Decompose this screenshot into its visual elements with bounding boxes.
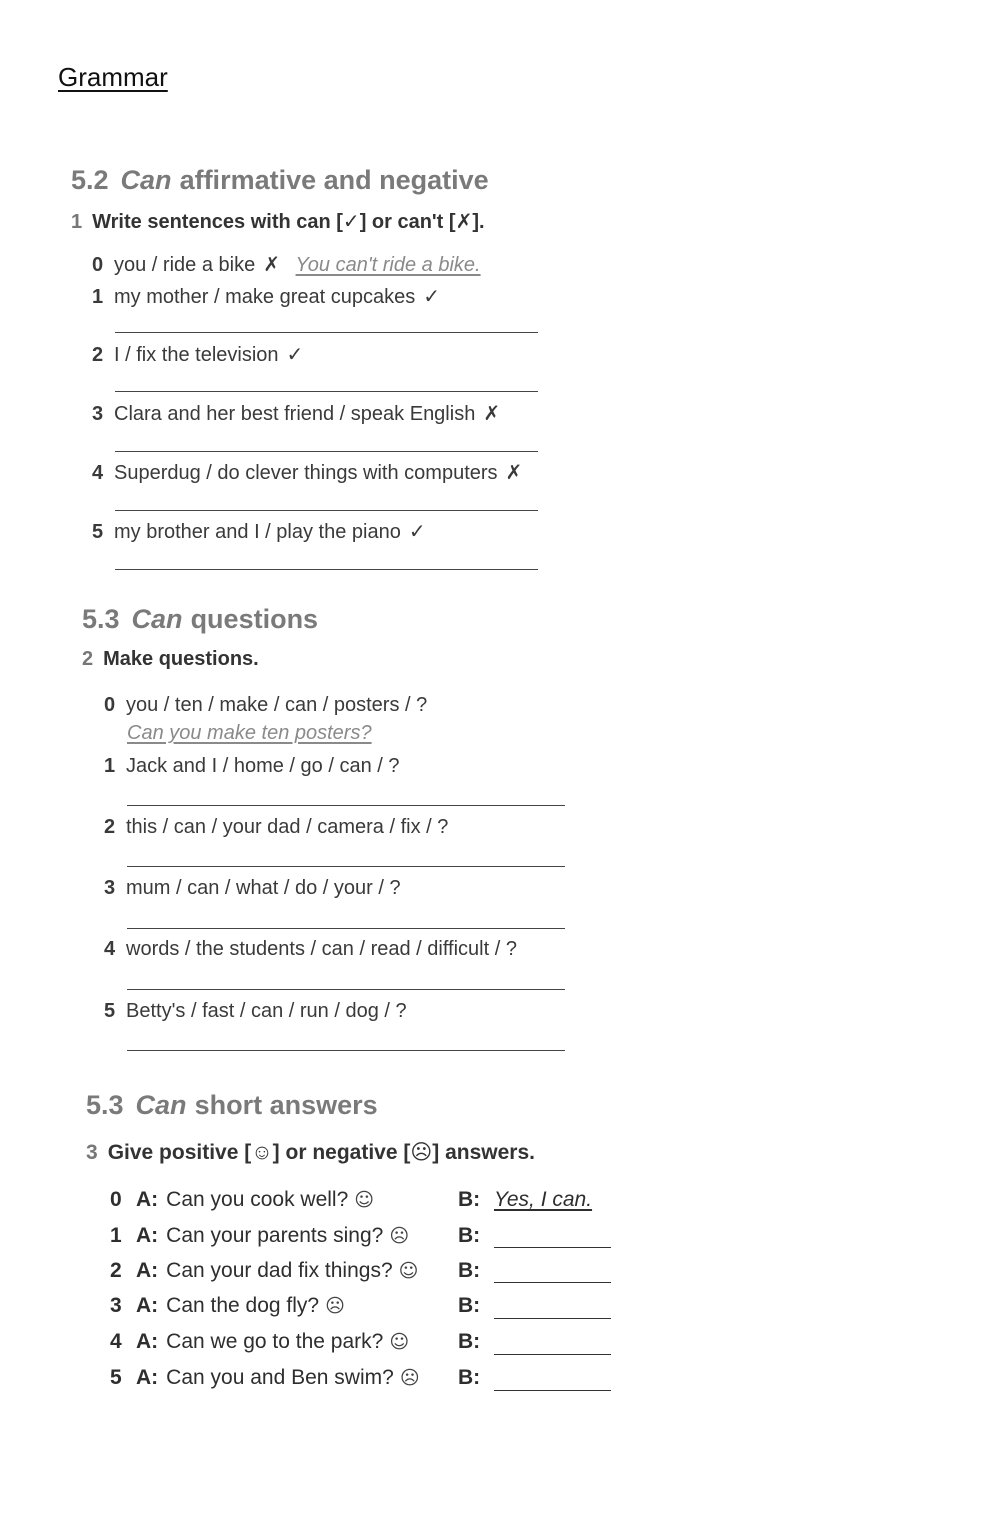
item-prompt: I / fix the television <box>114 344 279 366</box>
example-answer: Yes, I can. <box>494 1188 593 1211</box>
speaker-b-label: B: <box>458 1188 481 1211</box>
item-number: 3 <box>92 403 104 425</box>
exercise-3-item-2 <box>110 1259 418 1283</box>
exercise-1-item-5 <box>92 519 426 544</box>
example-answer: Can you make ten posters? <box>127 722 372 744</box>
section-title-text: short answers <box>194 1090 378 1120</box>
item-number: 5 <box>104 1000 116 1022</box>
exercise-number: 1 <box>71 211 83 233</box>
exercise-3-item-5 <box>110 1366 420 1390</box>
exercise-2-item-4 <box>104 938 517 961</box>
item-number: 1 <box>104 755 116 777</box>
exercise-2-item-3 <box>104 877 401 900</box>
answer-line-5[interactable] <box>127 1050 565 1051</box>
sad-face-icon: ☹ <box>325 1295 345 1317</box>
check-mark-icon: ✓ <box>286 344 304 366</box>
speaker-b-label: B: <box>458 1330 481 1353</box>
item-prompt: words / the students / can / read / difficult / ? <box>126 938 517 960</box>
question-text: Can your parents sing? <box>166 1224 384 1247</box>
exercise-1-item-3 <box>92 401 500 426</box>
question-text: Can we go to the park? <box>166 1330 384 1353</box>
item-number: 1 <box>110 1224 122 1247</box>
section-number: 5.3 <box>82 604 120 634</box>
exercise-2-item-1 <box>104 755 400 778</box>
exercise-3-item-4 <box>110 1330 409 1354</box>
speaker-a-label: A: <box>136 1259 159 1282</box>
speaker-a-label: A: <box>136 1330 159 1353</box>
item-number: 3 <box>104 877 116 899</box>
item-number: 4 <box>92 462 104 484</box>
item-prompt: Clara and her best friend / speak English <box>114 403 476 425</box>
example-answer: You can't ride a bike. <box>295 254 481 276</box>
exercise-1-item-2 <box>92 342 303 367</box>
check-mark-icon: ✓ <box>423 286 440 308</box>
answer-line-3[interactable] <box>115 451 538 452</box>
smiley-face-icon: ☺ <box>398 1260 419 1282</box>
answer-line-3[interactable] <box>127 928 565 929</box>
item-number: 2 <box>92 344 104 366</box>
speaker-a-label: A: <box>136 1366 159 1389</box>
answer-blank-3[interactable] <box>494 1318 611 1319</box>
item-number: 0 <box>92 254 104 276</box>
item-number: 0 <box>104 694 116 716</box>
page-title: Grammar <box>58 62 168 92</box>
question-text: Can you and Ben swim? <box>166 1366 394 1389</box>
item-prompt: Jack and I / home / go / can / ? <box>126 755 400 777</box>
exercise-2-item-2 <box>104 816 448 839</box>
speaker-b-label: B: <box>458 1294 481 1317</box>
answer-line-4[interactable] <box>115 510 538 511</box>
section-5-2-title <box>71 165 489 196</box>
answer-line-2[interactable] <box>115 391 538 392</box>
exercise-1-item-4 <box>92 460 522 485</box>
item-prompt: you / ride a bike <box>114 254 256 276</box>
speaker-a-label: A: <box>136 1294 159 1317</box>
answer-blank-5[interactable] <box>494 1390 611 1391</box>
item-prompt: Betty's / fast / can / run / dog / ? <box>126 1000 407 1022</box>
item-number: 4 <box>110 1330 122 1353</box>
item-prompt: this / can / your dad / camera / fix / ? <box>126 816 449 838</box>
item-number: 3 <box>110 1294 122 1317</box>
section-title-text: affirmative and negative <box>179 165 489 195</box>
exercise-2-instruction <box>82 648 259 671</box>
exercise-2-item-0 <box>104 694 427 717</box>
cross-mark-icon: ✗ <box>505 462 523 484</box>
speaker-a-label: A: <box>136 1188 159 1211</box>
section-5-3-questions-title <box>82 604 318 635</box>
question-text: Can the dog fly? <box>166 1294 320 1317</box>
smiley-face-icon: ☺ <box>389 1331 410 1353</box>
item-prompt: my brother and I / play the piano <box>114 521 401 543</box>
instruction-text: Make questions. <box>103 648 259 670</box>
question-text: Can you cook well? <box>166 1188 349 1211</box>
item-prompt: you / ten / make / can / posters / ? <box>126 694 428 716</box>
answer-line-4[interactable] <box>127 989 565 990</box>
answer-line-5[interactable] <box>115 569 538 570</box>
exercise-1-item-1 <box>92 284 440 309</box>
instruction-text: Give positive [☺] or negative [☹] answers. <box>107 1141 535 1164</box>
sad-face-icon: ☹ <box>389 1225 410 1247</box>
answer-blank-2[interactable] <box>494 1282 611 1283</box>
check-mark-icon: ✓ <box>408 521 426 543</box>
section-can-word: Can <box>120 165 172 195</box>
answer-line-2[interactable] <box>127 866 565 867</box>
item-prompt: my mother / make great cupcakes <box>114 286 416 308</box>
section-can-word: Can <box>135 1090 187 1120</box>
speaker-b-label: B: <box>458 1224 481 1247</box>
item-number: 2 <box>110 1259 122 1282</box>
exercise-2-item-5 <box>104 1000 407 1023</box>
answer-blank-4[interactable] <box>494 1354 611 1355</box>
item-number: 5 <box>92 521 104 543</box>
item-number: 1 <box>92 286 104 308</box>
instruction-text: Write sentences with can [✓] or can't [✗]. <box>92 211 485 233</box>
section-title-text: questions <box>190 604 319 634</box>
section-can-word: Can <box>131 604 183 634</box>
cross-mark-icon: ✗ <box>483 403 501 425</box>
speaker-b-label: B: <box>458 1366 481 1389</box>
speaker-b-label: B: <box>458 1259 481 1282</box>
exercise-3-item-1 <box>110 1224 409 1248</box>
smiley-face-icon: ☺ <box>354 1189 375 1211</box>
exercise-number: 2 <box>82 648 94 670</box>
speaker-a-label: A: <box>136 1224 159 1247</box>
exercise-3-item-0 <box>110 1188 374 1212</box>
exercise-1-instruction <box>71 209 485 234</box>
cross-mark-icon: ✗ <box>263 254 280 276</box>
exercise-3-item-3 <box>110 1294 345 1318</box>
exercise-number: 3 <box>86 1141 98 1164</box>
item-number: 0 <box>110 1188 122 1211</box>
sad-face-icon: ☹ <box>399 1367 420 1389</box>
section-number: 5.3 <box>86 1090 124 1120</box>
answer-blank-1[interactable] <box>494 1247 611 1248</box>
item-number: 4 <box>104 938 116 960</box>
exercise-3-instruction <box>86 1140 535 1165</box>
question-text: Can your dad fix things? <box>166 1259 393 1282</box>
section-number: 5.2 <box>71 165 109 195</box>
answer-line-1[interactable] <box>115 332 538 333</box>
item-prompt: mum / can / what / do / your / ? <box>126 877 401 899</box>
item-number: 5 <box>110 1366 122 1389</box>
item-prompt: Superdug / do clever things with computers <box>114 462 498 484</box>
answer-line-1[interactable] <box>127 805 565 806</box>
item-number: 2 <box>104 816 116 838</box>
section-5-3-short-answers-title <box>86 1090 378 1121</box>
exercise-1-item-0 <box>92 252 481 277</box>
